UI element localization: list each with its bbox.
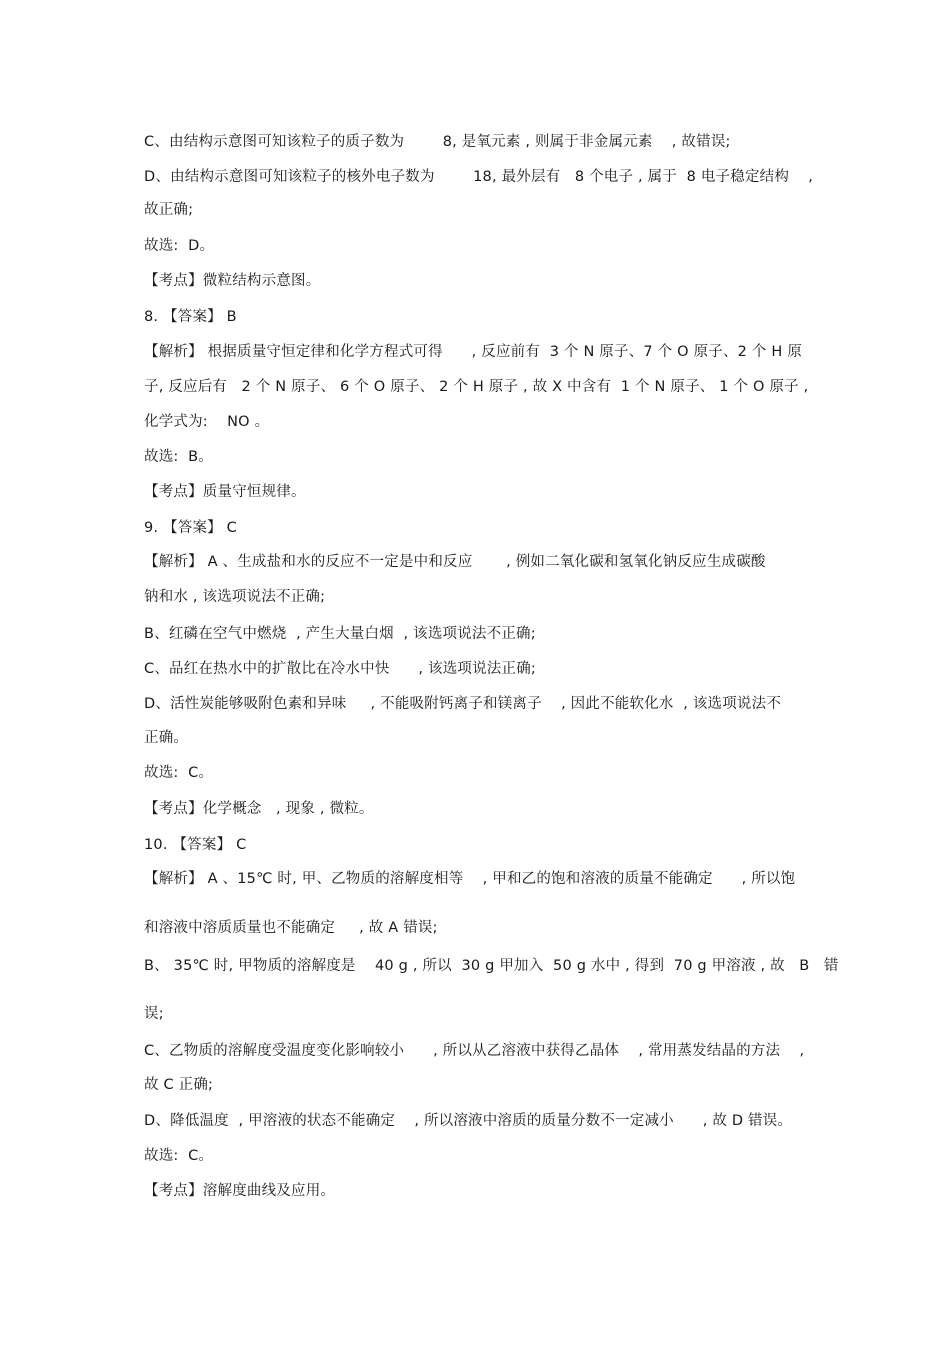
text-line: 误; <box>144 1006 164 1022</box>
text-line: 子, 反应后有 2 个 N 原子、 6 个 O 原子、 2 个 H 原子 , 故 X 中含有 1 个 N 原子、 1 个 O 原子 , <box>144 379 809 395</box>
text-line: 正确。 <box>144 730 189 746</box>
text-line: 【考点】质量守恒规律。 <box>144 484 306 500</box>
text-line: D、由结构示意图可知该粒子的核外电子数为 18, 最外层有 8 个电子 , 属于 8 电子稳定结构 , <box>144 169 814 185</box>
text-line: 故正确; <box>144 202 194 218</box>
text-line: 【解析】 A 、生成盐和水的反应不一定是中和反应 , 例如二氧化碳和氢氧化钠反应生成碳酸 <box>144 554 766 570</box>
text-line: D、活性炭能够吸附色素和异味 , 不能吸附钙离子和镁离子 , 因此不能软化水 , 该选项说法不 <box>144 696 782 712</box>
text-line: 9. 【答案】 C <box>144 520 237 536</box>
text-line: C、乙物质的溶解度受温度变化影响较小 , 所以从乙溶液中获得乙晶体 , 常用蒸发结晶的方法 , <box>144 1043 805 1059</box>
text-line: 钠和水 , 该选项说法不正确; <box>144 589 326 605</box>
text-line: B、 35℃ 时, 甲物质的溶解度是 40 g , 所以 30 g 甲加入 50 g 水中 , 得到 70 g 甲溶液 , 故 B 错 <box>144 958 839 974</box>
text-line: 故选: C。 <box>144 765 214 781</box>
text-line: 化学式为: NO 。 <box>144 414 270 430</box>
text-line: 【考点】微粒结构示意图。 <box>144 273 321 289</box>
text-line: 故 C 正确; <box>144 1077 214 1093</box>
text-line: 【考点】化学概念 , 现象 , 微粒。 <box>144 801 374 817</box>
text-line: 【考点】溶解度曲线及应用。 <box>144 1183 336 1199</box>
text-line: 【解析】 根据质量守恒定律和化学方程式可得 , 反应前有 3 个 N 原子、7 个 O 原子、2 个 H 原 <box>144 344 803 360</box>
text-line: 和溶液中溶质质量也不能确定 , 故 A 错误; <box>144 920 438 936</box>
text-line: B、红磷在空气中燃烧 , 产生大量白烟 , 该选项说法不正确; <box>144 626 536 642</box>
text-line: C、由结构示意图可知该粒子的质子数为 8, 是氧元素 , 则属于非金属元素 , 故错误; <box>144 134 731 150</box>
text-line: 故选: D。 <box>144 238 215 254</box>
text-line: 10. 【答案】 C <box>144 837 247 853</box>
text-line: 故选: C。 <box>144 1148 214 1164</box>
text-line: 故选: B。 <box>144 449 213 465</box>
text-line: D、降低温度 , 甲溶液的状态不能确定 , 所以溶液中溶质的质量分数不一定减小 , 故 D 错误。 <box>144 1113 793 1129</box>
text-line: C、品红在热水中的扩散比在冷水中快 , 该选项说法正确; <box>144 661 536 677</box>
text-line: 【解析】 A 、15℃ 时, 甲、乙物质的溶解度相等 , 甲和乙的饱和溶液的质量不能确定 , 所以饱 <box>144 871 796 887</box>
text-line: 8. 【答案】 B <box>144 309 237 325</box>
